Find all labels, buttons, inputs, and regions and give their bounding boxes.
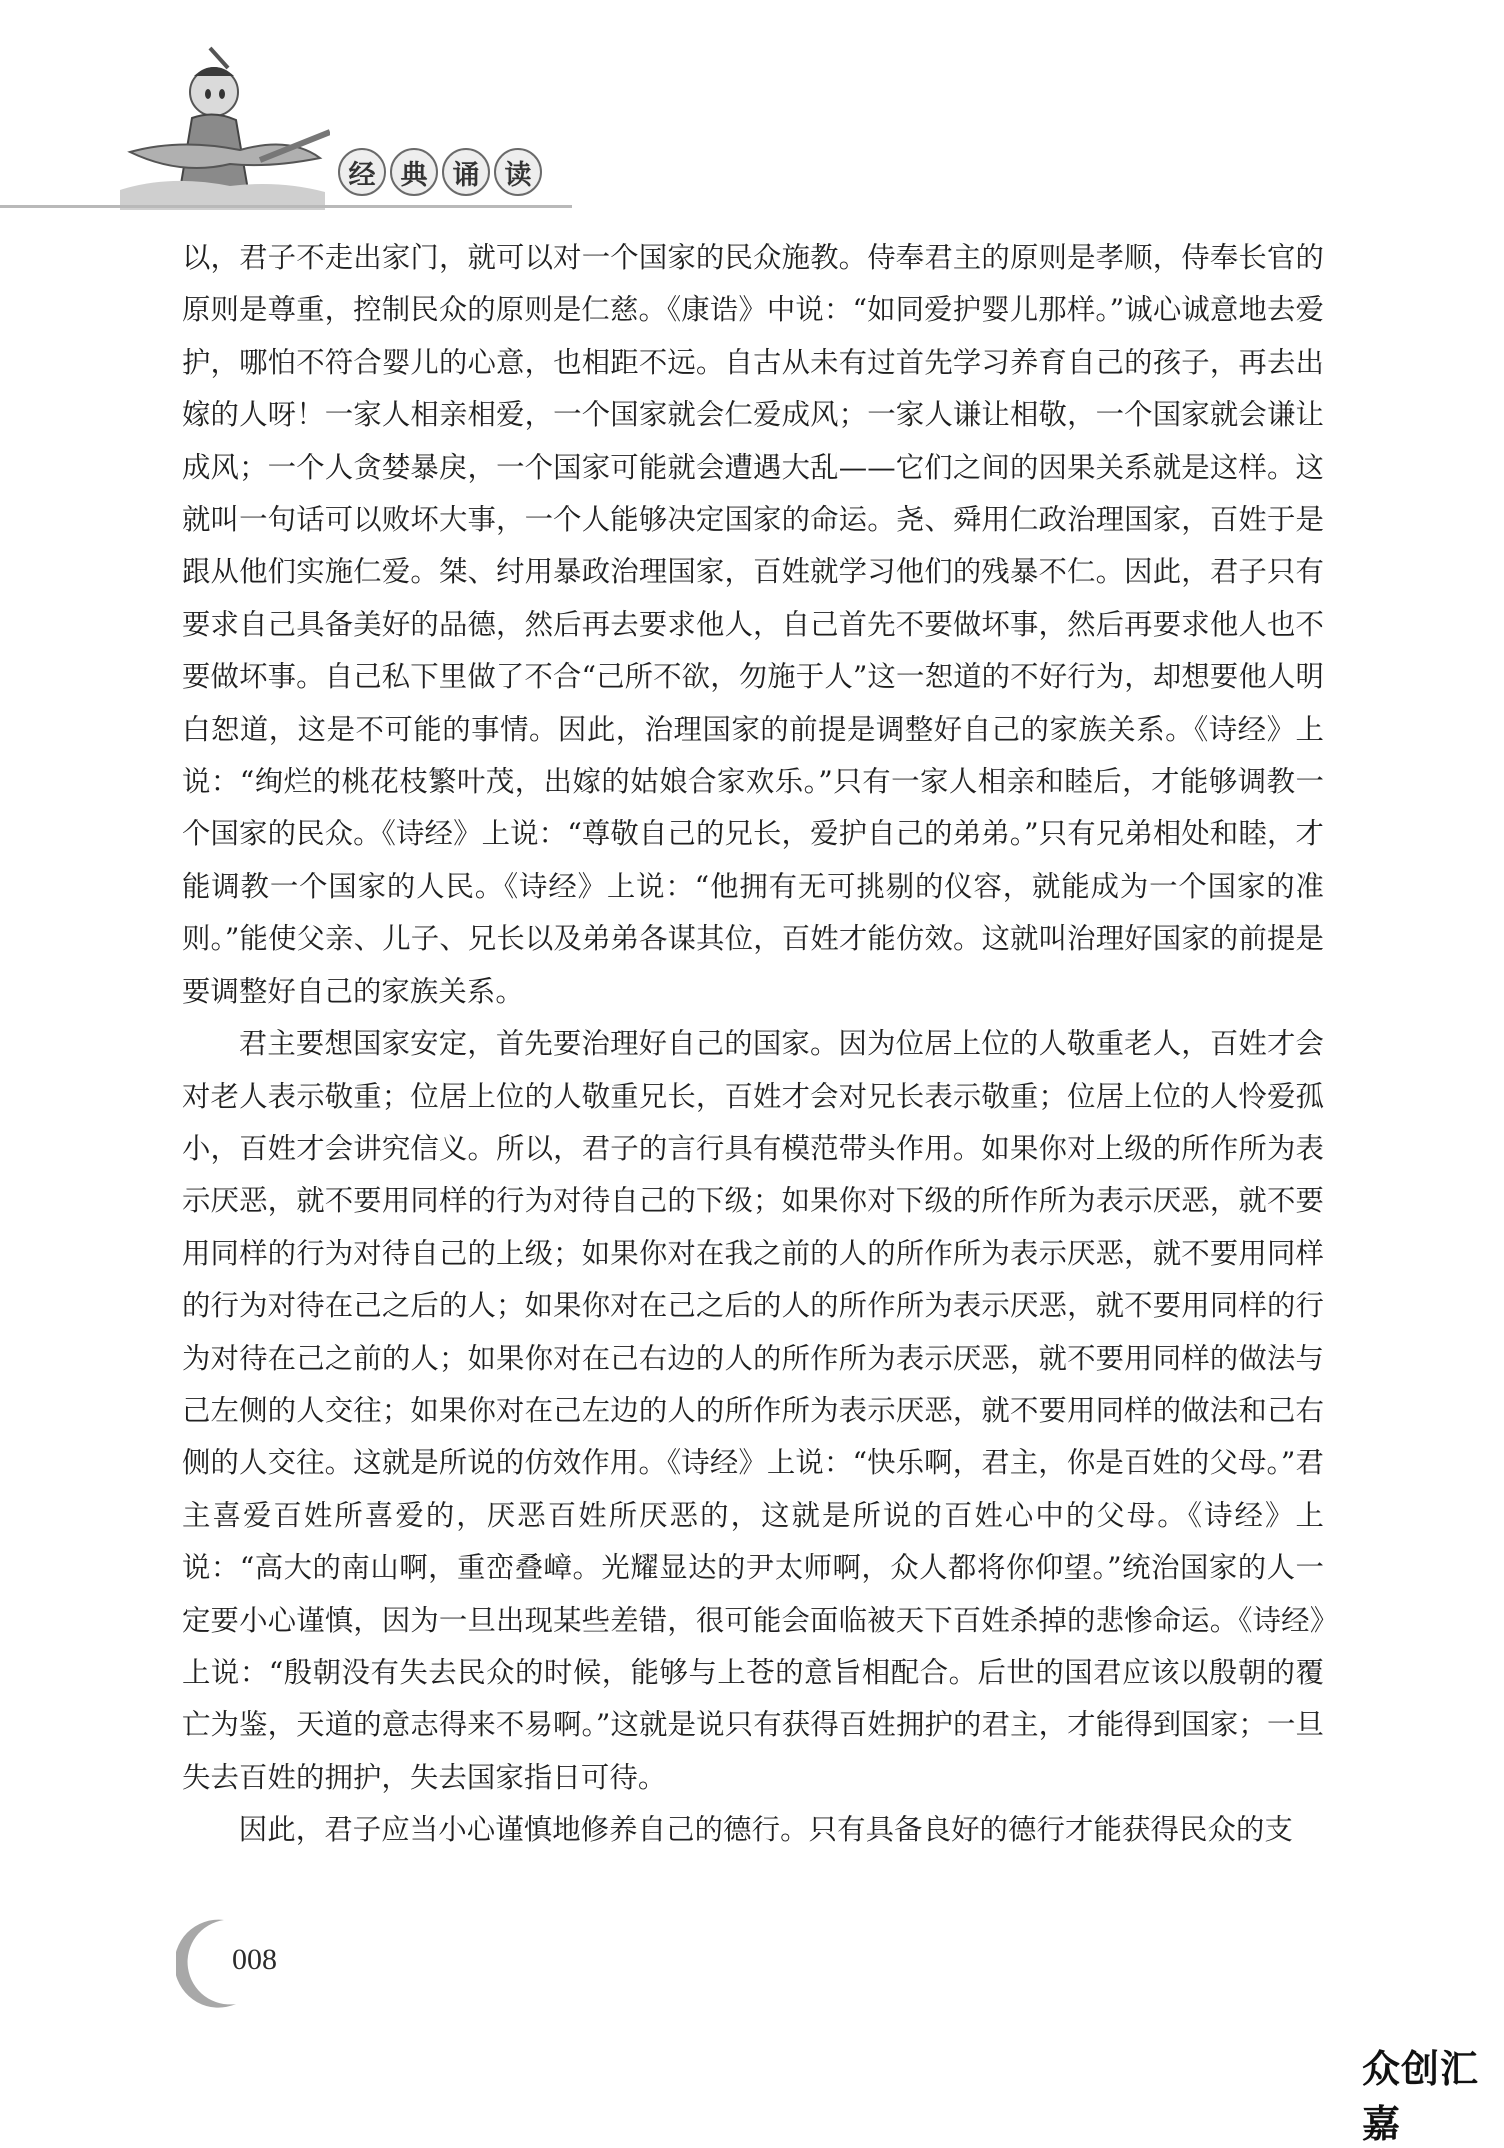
title-char: 经 [338, 148, 386, 196]
title-char: 诵 [442, 148, 490, 196]
page-header [0, 0, 1504, 215]
section-title [338, 148, 542, 196]
paragraph: 君主要想国家安定，首先要治理好自己的国家。因为位居上位的人敬重老人，百姓才会对老人表示敬重；位居上位的人敬重兄长，百姓才会对兄长表示敬重；位居上位的人怜爱孤小，百姓才会讲究信义。所以，君子的言行具有模范带头作用。如果你对上级的所作所为表示厌恶，就不要用同样的行为对待自己的下级；如果你对下级的所作所为表示厌恶，就不要用同样的行为对待自己的上级；如果你对在我之前的人的所作所为表示厌恶，就不要用同样的行为对待在己之后的人；如果你对在己之后的人的所作所为表示厌恶，就不要用同样的行为对待在己之前的人；如果你对在己右边的人的所作所为表示厌恶，就不要用同样的做法与己左侧的人交往；如果你对在己左边的人的所作所为表示厌恶，就不要用同样的做法和己右侧的人交往。这就是所说的仿效作用。《诗经》上说：“快乐啊，君主，你是百姓的父母。”君主喜爱百姓所喜爱的，厌恶百姓所厌恶的，这就是所说的百姓心中的父母。《诗经》上说：“高大的南山啊，重峦叠嶂。光耀显达的尹太师啊，众人都将你仰望。”统治国家的人一定要小心谨慎，因为一旦出现某些差错，很可能会面临被天下百姓杀掉的悲惨命运。《诗经》上说：“殷朝没有失去民众的时候，能够与上苍的意旨相配合。后世的国君应该以殷朝的覆亡为鉴，天道的意志得来不易啊。”这就是说只有获得百姓拥护的君主，才能得到国家；一旦失去百姓的拥护，失去国家指日可待。 [182, 1027, 1324, 1794]
page-number: 008 [232, 1943, 277, 1976]
paragraph: 以，君子不走出家门，就可以对一个国家的民众施教。侍奉君主的原则是孝顺，侍奉长官的原则是尊重，控制民众的原则是仁慈。《康诰》中说：“如同爱护婴儿那样。”诚心诚意地去爱护，哪怕不符合婴儿的心意，也相距不远。自古从未有过首先学习养育自己的孩子，再去出嫁的人呀！一家人相亲相爱，一个国家就会仁爱成风；一家人谦让相敬，一个国家就会谦让成风；一个人贪婪暴戾，一个国家可能就会遭遇大乱——它们之间的因果关系就是这样。这就叫一句话可以败坏大事，一个人能够决定国家的命运。尧、舜用仁政治理国家，百姓于是跟从他们实施仁爱。桀、纣用暴政治理国家，百姓就学习他们的残暴不仁。因此，君子只有要求自己具备美好的品德，然后再去要求他人，自己首先不要做坏事，然后再要求他人也不要做坏事。自己私下里做了不合“己所不欲，勿施于人”这一恕道的不好行为，却想要他人明白恕道，这是不可能的事情。因此，治理国家的前提是调整好自己的家族关系。《诗经》上说：“绚烂的桃花枝繁叶茂，出嫁的姑娘合家欢乐。”只有一家人相亲和睦后，才能够调教一个国家的民众。《诗经》上说：“尊敬自己的兄长，爱护自己的弟弟。”只有兄弟相处和睦，才能调教一个国家的人民。《诗经》上说：“他拥有无可挑剔的仪容，就能成为一个国家的准则。”能使父亲、儿子、兄长以及弟弟各谋其位，百姓才能仿效。这就叫治理好国家的前提是要调整好自己的家族关系。 [182, 241, 1324, 1008]
title-char: 读 [494, 148, 542, 196]
body-text [182, 232, 1324, 1857]
header-divider [0, 205, 572, 208]
paragraph: 因此，君子应当小心谨慎地修养自己的德行。只有具备良好的德行才能获得民众的支 [238, 1813, 1293, 1847]
title-char: 典 [390, 148, 438, 196]
watermark: 众创汇嘉 [1362, 2047, 1480, 2146]
scholar-illustration [110, 40, 330, 210]
